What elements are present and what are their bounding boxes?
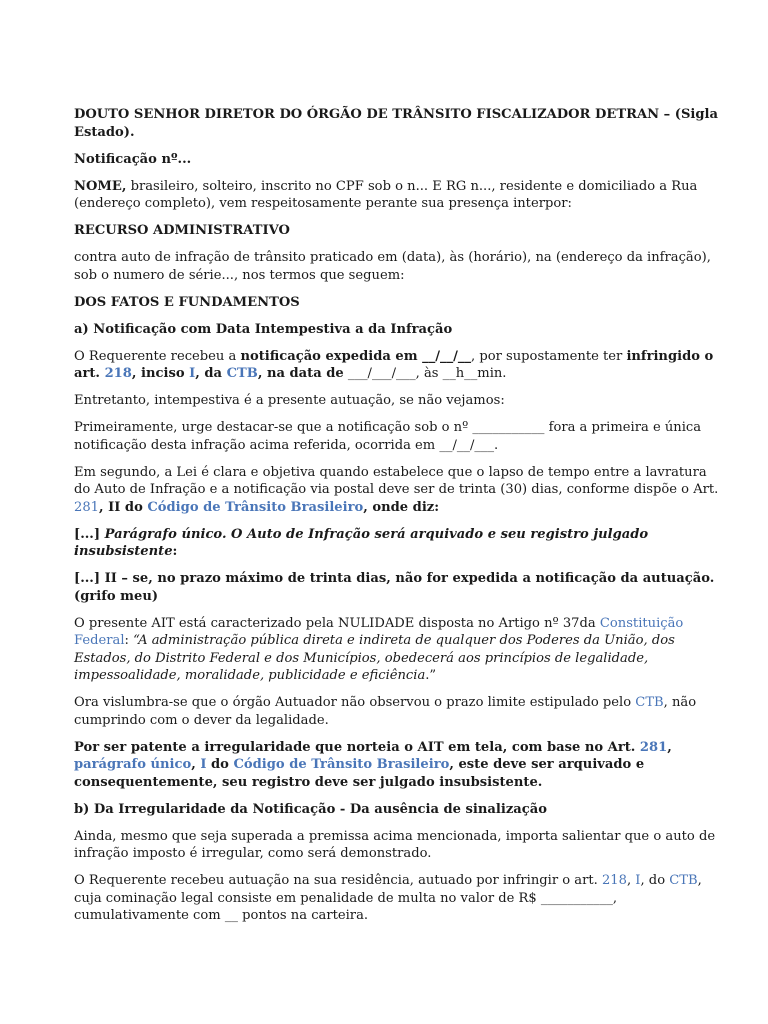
paragraph-nome bbox=[74, 178, 720, 213]
paragraph-patente bbox=[74, 739, 720, 792]
paragraph-ait bbox=[74, 615, 720, 685]
ait-text-2: : bbox=[124, 633, 134, 648]
patente-text-3: , bbox=[191, 757, 201, 772]
paragraph-requerente-1 bbox=[74, 348, 720, 383]
link-ctb[interactable]: CTB bbox=[226, 366, 258, 381]
ora-text-1: Ora vislumbra-se que o órgão Autuador não observou o prazo limite estipulado pelo bbox=[74, 695, 636, 710]
document-heading: DOUTO SENHOR DIRETOR DO ÓRGÃO DE TRÂNSITO FISCALIZADOR DETRAN – (Sigla Estado). bbox=[74, 107, 718, 140]
link-inciso-i-3[interactable]: I bbox=[635, 873, 641, 888]
quote-inciso-ii: [...] II – se, no prazo máximo de trinta dias, não for expedida a notificação da autuação. (grifo meu) bbox=[74, 571, 715, 604]
link-art-281[interactable]: 281 bbox=[74, 499, 99, 515]
req1-bold-3: , inciso bbox=[131, 366, 190, 381]
recurso-title: RECURSO ADMINISTRATIVO bbox=[74, 223, 290, 238]
req2-text-2: , bbox=[626, 873, 636, 888]
patente-text-1: Por ser patente a irregularidade que norteia o AIT em tela, com base no Art. bbox=[74, 739, 640, 755]
req1-text-3: ___/___/___, às __h__min. bbox=[343, 366, 507, 381]
patente-text-2: , bbox=[667, 739, 672, 755]
patente-text-4: do bbox=[206, 757, 234, 772]
link-inciso-i-2[interactable]: I bbox=[200, 757, 207, 772]
paragraph-entretanto: Entretanto, intempestiva é a presente autuação, se não vejamos: bbox=[74, 393, 505, 408]
patente-text-5: , este deve ser arquivado e consequentemente, seu registro deve ser julgado insubsistente. bbox=[74, 757, 645, 790]
req1-bold-1: notificação expedida em __/__/__ bbox=[240, 348, 472, 364]
link-art-218[interactable]: 218 bbox=[104, 366, 132, 381]
ora-text-2: , não cumprindo com o dever da legalidade. bbox=[74, 695, 697, 728]
req1-text-2: , por supostamente ter bbox=[471, 348, 627, 364]
req1-bold-5: , na data de bbox=[257, 366, 344, 381]
paragraph-primeiramente: Primeiramente, urge destacar-se que a notificação sob o nº ___________ fora a primeira e única notificação desta infração acima referida, ocorrida em __/__/___. bbox=[74, 420, 702, 453]
req1-bold-4: , da bbox=[195, 366, 227, 381]
paragraph-contra: contra auto de infração de trânsito praticado em (data), às (horário), na (endereço da infração), sob o numero de série..., nos termos que seguem: bbox=[74, 250, 711, 283]
quote1-prefix: [...] bbox=[74, 526, 105, 542]
segundo-text-2: , II do bbox=[99, 499, 148, 515]
req1-bold-2: infringido o art. bbox=[74, 348, 714, 381]
nome-label: NOME, bbox=[74, 178, 127, 194]
document-body bbox=[74, 106, 720, 934]
notification-number: Notificação nº... bbox=[74, 151, 192, 167]
req2-text-4: , cuja cominação legal consiste em penalidade de multa no valor de R$ ___________, cumulativamente com __ pontos na carteira. bbox=[74, 873, 702, 923]
ait-text-1: O presente AIT está caracterizado pela NULIDADE disposta no Artigo nº 37da bbox=[74, 615, 600, 631]
paragraph-ainda: Ainda, mesmo que seja superada a premissa acima mencionada, importa salientar que o auto de infração imposto é irregular, como será demonstrado. bbox=[74, 828, 716, 861]
paragraph-requerente-2 bbox=[74, 872, 720, 925]
fatos-title: DOS FATOS E FUNDAMENTOS bbox=[74, 294, 300, 310]
paragraph-segundo bbox=[74, 464, 720, 517]
req2-text-1: O Requerente recebeu autuação na sua residência, autuado por infringir o art. bbox=[74, 873, 602, 888]
req1-text-1: O Requerente recebeu a bbox=[74, 348, 241, 364]
quote1-suffix: : bbox=[172, 544, 178, 559]
link-codigo-transito-2[interactable]: Código de Trânsito Brasileiro bbox=[233, 757, 450, 772]
link-art-218-2[interactable]: 218 bbox=[601, 873, 627, 888]
quote1-text: Parágrafo único. O Auto de Infração será arquivado e seu registro julgado insubsistente bbox=[74, 526, 649, 559]
link-art-281-2[interactable]: 281 bbox=[639, 739, 668, 755]
link-ctb-3[interactable]: CTB bbox=[669, 873, 698, 888]
nome-text: brasileiro, solteiro, inscrito no CPF sob o n... E RG n..., residente e domiciliado a Rua (endereço completo), vem respeitosamente perante sua presença interpor: bbox=[74, 178, 698, 211]
quote-paragrafo-unico bbox=[74, 526, 720, 561]
link-paragrafo-unico[interactable]: parágrafo único bbox=[74, 757, 192, 772]
section-a-title: a) Notificação com Data Intempestiva a da Infração bbox=[74, 321, 453, 337]
ait-text-3: .” bbox=[425, 668, 437, 683]
section-b-title: b) Da Irregularidade da Notificação - Da ausência de sinalização bbox=[74, 801, 547, 817]
segundo-text-3: , onde diz: bbox=[363, 499, 440, 515]
segundo-text-1: Em segundo, a Lei é clara e objetiva quando estabelece que o lapso de tempo entre a lavratura do Auto de Infração e a notificação via postal deve ser de trinta (30) dias, conforme dispõe o Art. bbox=[74, 464, 719, 497]
ait-quote: “A administração pública direta e indireta de qualquer dos Poderes da União, dos Estados, do Distrito Federal e dos Municípios, obedecerá aos princípios de legalidade, impessoalidade, moralidade, publicidade e eficiência bbox=[74, 633, 675, 683]
req2-text-3: , do bbox=[640, 873, 670, 888]
link-inciso-i[interactable]: I bbox=[189, 366, 196, 381]
paragraph-ora bbox=[74, 694, 720, 729]
link-ctb-2[interactable]: CTB bbox=[635, 695, 664, 710]
link-codigo-transito[interactable]: Código de Trânsito Brasileiro bbox=[147, 499, 364, 515]
link-constituicao-federal[interactable]: Constituição Federal bbox=[74, 615, 684, 648]
